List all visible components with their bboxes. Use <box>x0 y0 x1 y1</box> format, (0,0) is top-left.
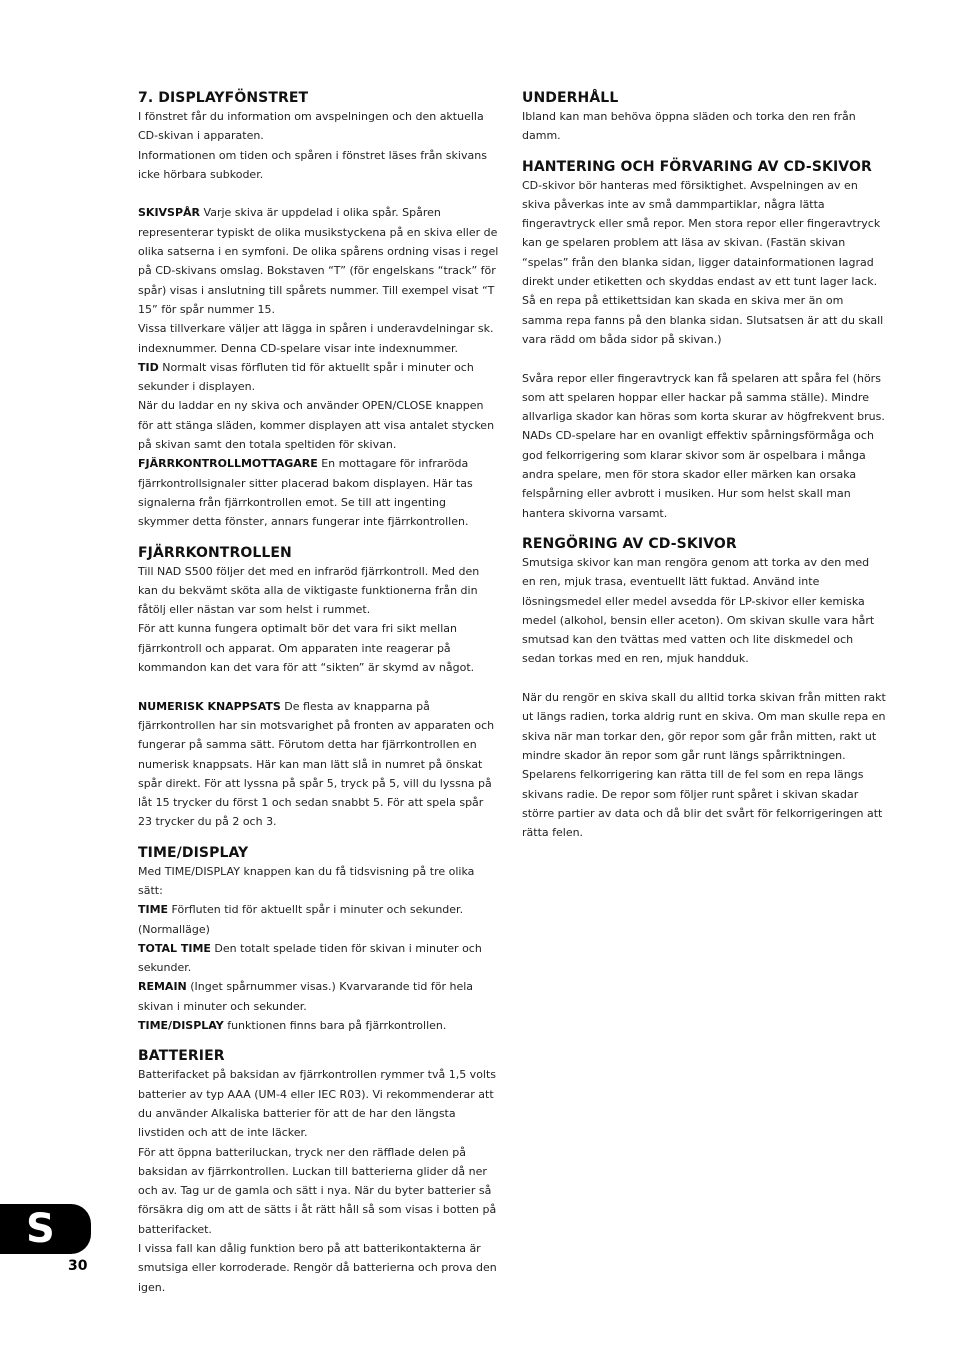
term-numerisk-knappsats: NUMERISK KNAPPSATS <box>138 699 281 713</box>
heading-rengoring: RENGÖRING AV CD-SKIVOR <box>522 535 737 552</box>
heading-batterier: BATTERIER <box>138 1048 225 1065</box>
paragraph: För att öppna batteriluckan, tryck ner den räfflade delen på baksidan av fjärrkontrollen. Luckan till batterierna glider då ner och av. Tag ur de gamla och sätt i nya. När du byter batterier så försäkra dig om att de sätts i åt rätt håll så som visas i botten på batterifacket. <box>138 1145 497 1236</box>
paragraph-numerisk-knappsats <box>138 697 500 832</box>
paragraph-remain <box>138 977 500 1016</box>
paragraph: Vissa tillverkare väljer att lägga in spåren i underavdelningar sk. indexnummer. Denna CD-spelare visar inte indexnummer. <box>138 322 494 355</box>
paragraph: I vissa fall kan dålig funktion bero på att batterikontakterna är smutsiga eller korroderade. Rengör då batterierna och prova den igen. <box>138 1242 497 1294</box>
paragraph: Informationen om tiden och spåren i fönstret läses från skivans icke hörbara subkoder. <box>138 148 487 181</box>
heading-hantering: HANTERING OCH FÖRVARING AV CD-SKIVOR <box>522 158 872 175</box>
paragraph-time-display <box>138 1016 500 1035</box>
paragraph: Svåra repor eller fingeravtryck kan få spelaren att spåra fel (hörs som att spelaren hoppar eller hackar på samma ställe). Mindre allvarliga skador kan höras som korta skurar av högfrekvent brus. <box>522 371 885 424</box>
heading-fjarrkontrollen: FJÄRRKONTROLLEN <box>138 544 292 561</box>
term-skivspar: SKIVSPÅR <box>138 206 201 220</box>
heading-underhall: UNDERHÅLL <box>522 90 619 106</box>
paragraph: För att kunna fungera optimalt bör det vara fri sikt mellan fjärrkontroll och apparat. Om apparaten inte reagerar på kommandon kan det vara för att “sikten” är skymd av något. <box>138 622 475 675</box>
page-number: 30 <box>68 1258 88 1274</box>
paragraph-total-time <box>138 939 500 978</box>
paragraph: CD-skivor bör hanteras med försiktighet. Avspelningen av en skiva påverkas inte av små dammpartiklar, några lätta fingeravtryck eller små repor. Men stora repor eller fingeravtryck kan ge spelaren problem att läsa av skivan. (Fastän skivan “spelas” från den blanka sidan, ligger datainformationen lagrad direkt under etiketten och skyddas endast av ett tunt lager lack. Så en repa på ettikettsidan kan skada en skiva mer än om samma repa fanns på den blanka sidan. Slutsatsen är att du skall vara rädd om båda sidor på skivan.) <box>522 178 884 346</box>
left-column <box>138 89 500 1297</box>
term-time: TIME <box>138 903 169 917</box>
paragraph: När du laddar en ny skiva och använder OPEN/CLOSE knappen för att stänga släden, kommer displayen att visa antalet stycken på skivan samt den totala speltiden för skivan. <box>138 399 495 452</box>
paragraph: Ibland kan man behöva öppna släden och torka den ren från damm. <box>522 110 856 143</box>
paragraph-skivspar <box>138 203 500 319</box>
right-column <box>522 89 886 842</box>
paragraph-tid <box>138 358 500 397</box>
term-tid: TID <box>138 360 159 374</box>
term-text: funktionen finns bara på fjärrkontrollen. <box>223 1019 447 1033</box>
paragraph: Batterifacket på baksidan av fjärrkontrollen rymmer två 1,5 volts batterier av typ AAA (UM-4 eller IEC R03). Vi rekommenderar att du använder Alkaliska batterier för att de har den längsta livstiden och att de inte läcker. <box>138 1068 497 1140</box>
term-text: Den totalt spelade tiden för skivan i minuter och sekunder. <box>138 941 482 975</box>
language-tab-letter: S <box>26 1206 55 1252</box>
paragraph: När du rengör en skiva skall du alltid torka skivan från mitten rakt ut längs radien, torka aldrig runt en skiva. Om man skulle repa en skiva när man torkar den, gör repor som går från mitten, rakt ut mindre skador än repor som går runt längs spårriktningen. Spelarens felkorrigering kan rätta till de fel som en repa längs skivans radie. De repor som följer runt spåret i skivan skadar större partier av data och då blir det svårt för felkorrigeringen att rätta felen. <box>522 691 886 840</box>
paragraph-fjarrkontrollmottagare <box>138 454 500 531</box>
heading-displayfonstret: 7. DISPLAYFÖNSTRET <box>138 90 309 106</box>
term-time-display: TIME/DISPLAY <box>138 1019 224 1033</box>
term-text: Normalt visas förfluten tid för aktuellt spår i minuter och sekunder i displayen. <box>138 360 474 394</box>
term-text: De flesta av knapparna på fjärrkontrollen har sin motsvarighet på fronten av apparaten och fungerar på samma sätt. Förutom detta har fjärrkontrollen en numerisk knappsats. Här kan man lätt slå in numret på önskat spår direkt. För att lyssna på spår 5, tryck på 5, vill du lyssna på låt 15 trycker du först 1 och sedan snabbt 5. För att spela spår 23 trycker du på 2 och 3. <box>138 699 495 829</box>
paragraph: Till NAD S500 följer det med en infraröd fjärrkontroll. Med den kan du bekvämt sköta alla de viktigaste funktionerna från din fåtölj eller nästan var som helst i rummet. <box>138 564 480 617</box>
language-tab <box>0 1204 91 1254</box>
paragraph: Smutsiga skivor kan man rengöra genom att torka av den med en ren, mjuk trasa, eventuellt lätt fuktad. Använd inte lösningsmedel eller medel avsedda för LP-skivor eller kemiska medel (alkohol, bensin eller aceton). Om skivan skulle vara hårt smutsad kan den tvättas med vatten och lite diskmedel och sedan torkas med en ren, mjuk handduk. <box>522 555 875 666</box>
term-text: Varje skiva är uppdelad i olika spår. Spåren representerar typiskt de olika musikstyckena på en skiva eller de olika satserna i en symfoni. De olika spårens ordning visas i regel på CD-skivans omslag. Bokstaven “T” (för engelskans “track” för spår) visas i anslutning till spårets nummer. Till exempel visat “T 15” för spår nummer 15. <box>138 206 499 316</box>
paragraph: NADs CD-spelare har en ovanligt effektiv spårningsförmåga och god felkorrigering som klarar skivor som är ospelbara i många andra spelare, men för stora skador eller märken kan orsaka felspårning eller avbrott i musiken. Hur som helst skall man hantera skivorna varsamt. <box>522 429 874 520</box>
heading-time-display: TIME/DISPLAY <box>138 844 249 861</box>
term-text: En mottagare för infraröda fjärrkontrollsignaler sitter placerad bakom displayen. Här tas signalerna från fjärrkontrollen emot. Se till att ingenting skymmer detta fönster, annars fungerar inte fjärrkontrollen. <box>138 457 473 529</box>
term-text: (Inget spårnummer visas.) Kvarvarande tid för hela skivan i minuter och sekunder. <box>138 980 474 1013</box>
paragraph-time <box>138 900 500 939</box>
term-remain: REMAIN <box>138 980 187 994</box>
paragraph: I fönstret får du information om avspelningen och den aktuella CD-skivan i apparaten. <box>138 110 484 143</box>
term-total-time: TOTAL TIME <box>138 941 211 955</box>
paragraph: Med TIME/DISPLAY knappen kan du få tidsvisning på tre olika sätt: <box>138 864 475 897</box>
term-text: Förfluten tid för aktuellt spår i minuter och sekunder. (Normalläge) <box>138 903 464 936</box>
term-fjarrkontrollmottagare: FJÄRRKONTROLLMOTTAGARE <box>138 457 318 471</box>
